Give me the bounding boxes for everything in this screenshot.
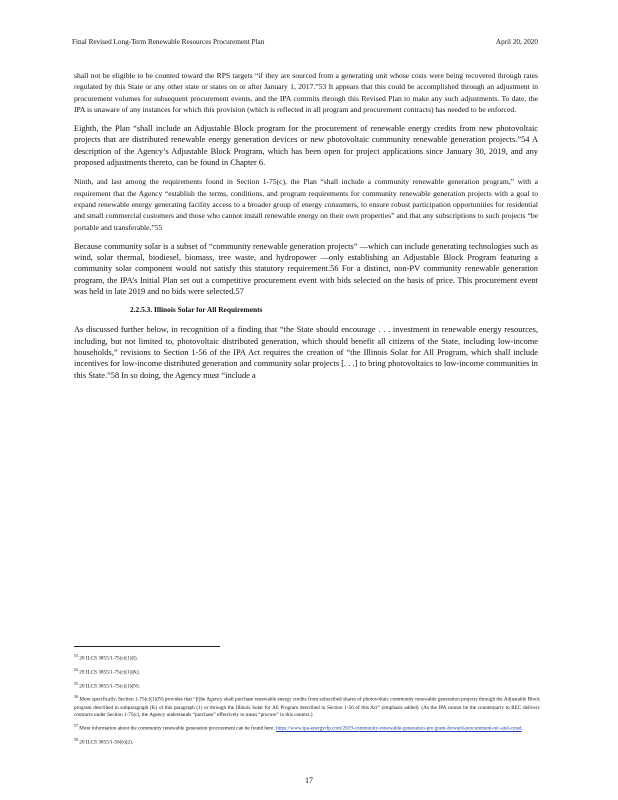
footnote: [74, 666, 540, 677]
footnote-text: 20 ILCS 3855/1-75(c)(1)(K).: [79, 669, 140, 676]
paragraph: Because community solar is a subset of “community renewable generation projects” —which can include generating technologies such as wind, solar thermal, biodiesel, biomass, tree waste, and hydropower —only establishing an Adjustable Block Program featuring a community solar component would not satisfy this statutory requirement.56 For a distinct, non-PV community renewable generation program, the IPA’s Initial Plan set out a competitive procurement event with bids selected on the basis of price. This procurement event was held in late 2019 and no bids were selected.57: [74, 241, 538, 297]
footnote-separator: [74, 646, 220, 647]
footnote-number: 56: [74, 694, 78, 700]
footnote-trailing-punctuation: .: [521, 726, 523, 733]
header-date: April 20, 2020: [495, 38, 538, 46]
footnote: [74, 680, 540, 691]
paragraph: shall not be eligible to be counted toward the RPS targets “if they are sourced from a generating unit whose costs were being recovered through rates regulated by this State or any other state or states on or after January 1, 2017.”53 It appears that this could be accomplished through an adjustment in procurement volumes for subsequent procurement events, and the IPA commits through this Revised Plan to make any such adjustments. To date, the IPA is unaware of any instances for which this provision (which is reflected in all program and procurement contracts) has needed to be enforced.: [74, 71, 538, 114]
footnote: [74, 652, 540, 663]
footnote-link[interactable]: https://www.ipa-energyrfp.com/2019-community-renewable-generation-pro gram-forward-procurement-rec-and-cmsd: [276, 726, 522, 733]
page-header: [72, 38, 538, 46]
footnote-text: 20 ILCS 3855/1-75(c)(1)(I).: [79, 655, 138, 662]
footnote: [74, 722, 540, 733]
footnote-number: 53: [74, 653, 78, 658]
paragraph: Ninth, and last among the requirements found in Section 1-75(c), the Plan “shall include a community renewable generation program,” with a requirement that the Agency “establish the terms, conditions, and program requirements for community renewable generation projects with a goal to expand renewable energy generating facility access to a broader group of energy consumers, to ensure robust participation opportunities for residential and small commercial customers and those who cannot install renewable energy on their own properties” and that any subscriptions to such projects “be portable and transferable.”55: [74, 177, 538, 232]
footnote-number: 58: [74, 737, 78, 743]
footnote-number: 54: [74, 666, 78, 672]
footnote-text: More information about the community renewable generation procurement can be found here:: [79, 726, 275, 733]
footnote-text: 20 ILCS 3855/1-56(b)(2).: [79, 739, 134, 746]
header-title: Final Revised Long-Term Renewable Resources Procurement Plan: [72, 38, 265, 46]
footnotes: [74, 652, 540, 750]
section-heading: 2.2.5.3. Illinois Solar for All Requirements: [130, 305, 263, 315]
footnote: [74, 693, 540, 719]
body-text: [74, 70, 538, 389]
footnote-number: 55: [74, 680, 78, 686]
paragraph: Eighth, the Plan “shall include an Adjustable Block program for the procurement of renewable energy credits from new photovoltaic projects that are distributed renewable energy generation devices or new photovoltaic community renewable generation projects.”54 A description of the Agency’s Adjustable Block Program, which has been open for project applications since January 30, 2019, and any proposed adjustments thereto, can be found in Chapter 6.: [74, 124, 538, 168]
page-number: 17: [305, 776, 313, 785]
footnote-text: 20 ILCS 3855/1-75(c)(1)(N).: [79, 683, 140, 690]
footnote-text: More specifically, Section 1-75(c)(1)(N) provides that “[t]he Agency shall purchase renewable energy credits from subscribed shares of photovoltaic community renewable generation projects through the Adjustable Block program described in subparagraph (K) of this paragraph (1) or through the Illinois Solar for All Program described in Section 1-56 of this Act” (emphasis added). (As the IPA cannot be the counterparty to REC delivery contracts under Section 1-75(c), the Agency understands “purchase” effectively to mean “procure” in this context.): [74, 697, 540, 719]
footnote: [74, 736, 540, 747]
footnote-number: 57: [74, 723, 78, 729]
paragraph: As discussed further below, in recognition of a finding that “the State should encourage . . . investment in renewable energy resources, including, but not limited to, photovoltaic distributed generation, which should benefit all citizens of the State, including low-income households,” revisions to Section 1-56 of the IPA Act requires the creation of “the Illinois Solar for All Program, which shall include incentives for low-income distributed generation and community solar projects [. . .] to bring photovoltaics to low-income communities in this State.”58 In so doing, the Agency must “include a: [74, 325, 538, 380]
